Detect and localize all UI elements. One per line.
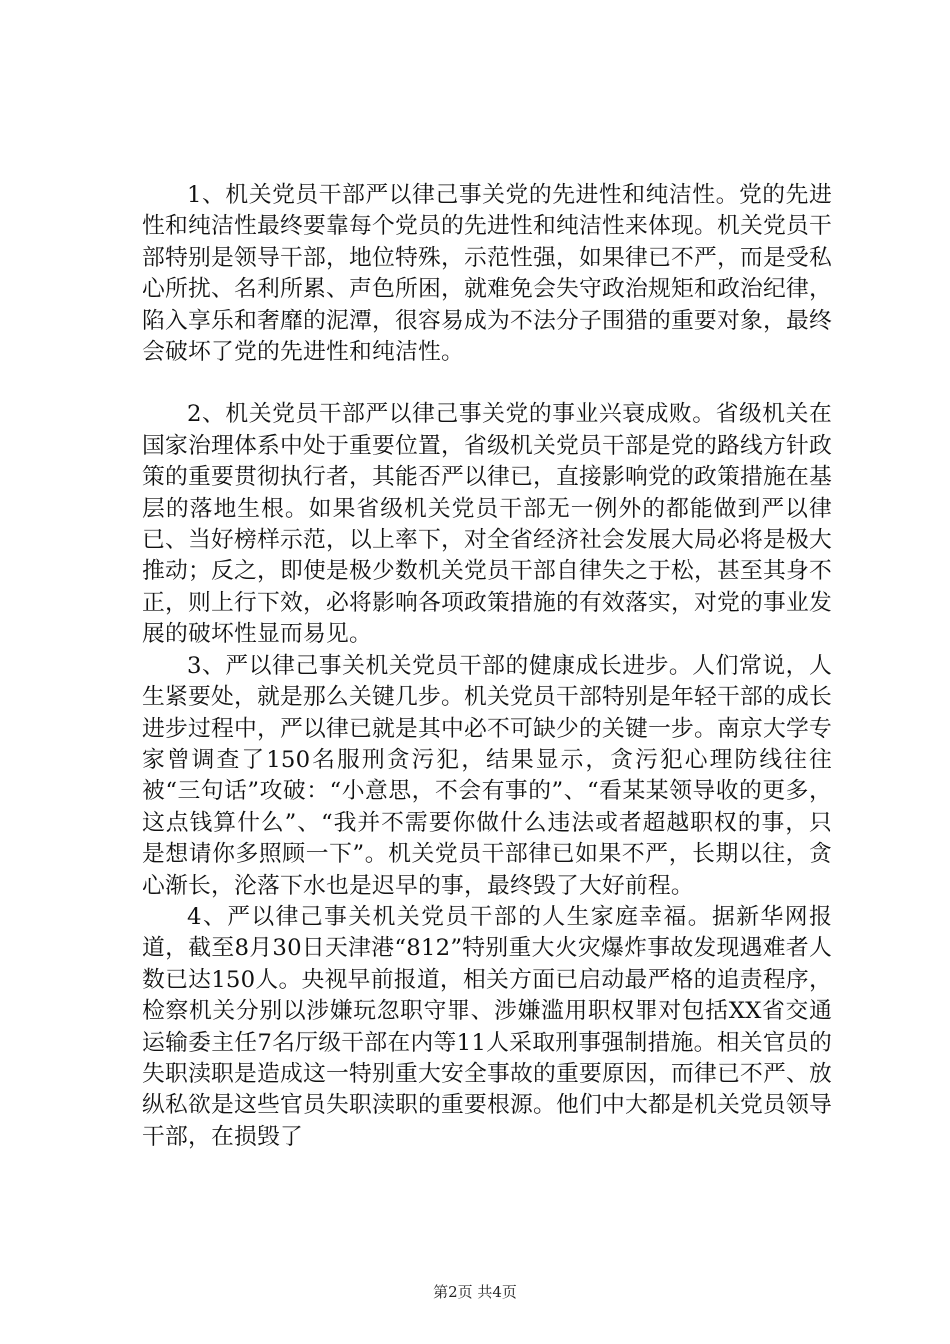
paragraph-4: 4、严以律己事关机关党员干部的人生家庭幸福。据新华网报道，截至8月30日天津港“812”特别重大火灾爆炸事故发现遇难者人数已达150人。央视早前报道，相关方面已启动最严格的追责程序，检察机关分别以涉嫌玩忽职守罪、涉嫌滥用职权罪对包括XX省交通运输委主任7名厅级干部在内等11人采取刑事强制措施。相关官员的失职渎职是造成这一特别重大安全事故的重要原因，而律已不严、放纵私欲是这些官员失职渎职的重要根源。他们中大都是机关党员领导干部，在损毁了 (142, 903, 832, 1150)
paragraph-2: 2、机关党员干部严以律己事关党的事业兴衰成败。省级机关在国家治理体系中处于重要位置，省级机关党员干部是党的路线方针政策的重要贯彻执行者，其能否严以律已，直接影响党的政策措施在基层的落地生根。如果省级机关党员干部无一例外的都能做到严以律已、当好榜样示范，以上率下，对全省经济社会发展大局必将是极大推动；反之，即使是极少数机关党员干部自律失之于松，甚至其身不正，则上行下效，必将影响各项政策措施的有效落实，对党的事业发展的破坏性显而易见。 (142, 401, 832, 648)
paragraph-3: 3、严以律己事关机关党员干部的健康成长进步。人们常说，人生紧要处，就是那么关键几步。机关党员干部特别是年轻干部的成长进步过程中，严以律已就是其中必不可缺少的关键一步。南京大学专家曾调查了150名服刑贪污犯，结果显示，贪污犯心理防线往往被“三句话”攻破：“小意思，不会有事的”、“看某某领导收的更多，这点钱算什么”、“我并不需要你做什么违法或者超越职权的事，只是想请你多照顾一下”。机关党员干部律已如果不严，长期以往，贪心渐长，沦落下水也是迟早的事，最终毁了大好前程。 (142, 652, 832, 899)
page-footer: 第2页 共4页 (433, 1283, 517, 1301)
document-body (142, 180, 832, 1153)
paragraph-1: 1、机关党员干部严以律己事关党的先进性和纯洁性。党的先进性和纯洁性最终要靠每个党员的先进性和纯洁性来体现。机关党员干部特别是领导干部，地位特殊，示范性强，如果律已不严，而是受私心所扰、名利所累、声色所困，就难免会失守政治规矩和政治纪律，陷入享乐和奢靡的泥潭，很容易成为不法分子围猎的重要对象，最终会破坏了党的先进性和纯洁性。 (142, 182, 832, 366)
